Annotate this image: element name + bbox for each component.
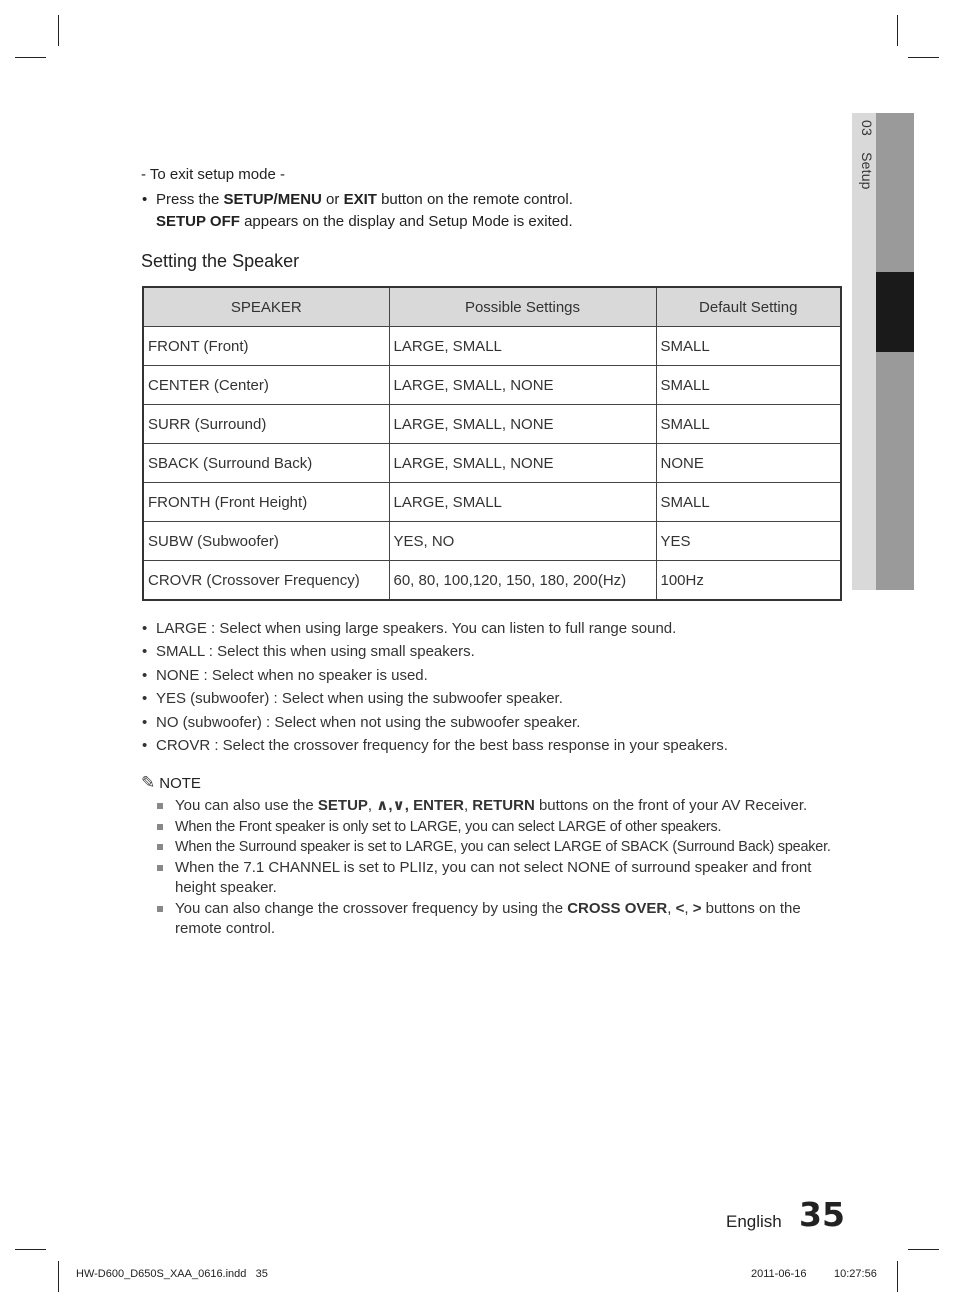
page-content <box>141 166 846 940</box>
note-item: When the Front speaker is only set to LARGE, you can select LARGE of other speakers. <box>141 817 846 838</box>
crop-mark <box>908 1249 939 1250</box>
option-descriptions <box>141 617 846 757</box>
table-cell: LARGE, SMALL <box>389 327 656 366</box>
return-key: RETURN <box>472 797 535 815</box>
list-item: • NO (subwoofer) : Select when not using the subwoofer speaker. <box>141 711 846 734</box>
table-cell: CENTER (Center) <box>143 366 389 405</box>
slug-date: 2011-06-16 <box>751 1268 807 1280</box>
text: buttons on the front of your AV Receiver. <box>534 797 808 815</box>
chapter-number: 03 <box>859 120 875 136</box>
speaker-settings-table <box>142 286 842 601</box>
crop-mark <box>15 1249 46 1250</box>
setup-key: SETUP <box>317 797 368 815</box>
crop-mark <box>58 1261 59 1292</box>
footer-language: English <box>726 1212 782 1231</box>
table-cell: FRONTH (Front Height) <box>143 483 389 522</box>
table-cell: YES <box>656 522 841 561</box>
table-row <box>143 327 841 366</box>
table-row <box>143 561 841 601</box>
text: , <box>463 797 473 815</box>
table-header-row <box>143 287 841 327</box>
exit-setup-heading: - To exit setup mode - <box>141 166 285 183</box>
list-item: • NONE : Select when no speaker is used. <box>141 664 846 687</box>
text: button on the remote control. <box>376 191 573 208</box>
list-item: • CROVR : Select the crossover frequency for the best bass response in your speakers. <box>141 734 846 757</box>
note-list <box>141 796 846 940</box>
table-cell: SMALL <box>656 405 841 444</box>
text: or <box>321 191 344 208</box>
table-cell: SMALL <box>656 366 841 405</box>
cross-over-key: CROSS OVER <box>567 899 668 917</box>
table-cell: 60, 80, 100,120, 150, 180, 200(Hz) <box>389 561 656 601</box>
crop-mark <box>897 1261 898 1292</box>
table-cell: FRONT (Front) <box>143 327 389 366</box>
note-item: When the 7.1 CHANNEL is set to PLIIz, you can not select NONE of surround speaker and front height speaker. <box>141 858 846 899</box>
text: Press the <box>156 191 224 208</box>
slug-time: 10:27:56 <box>834 1268 877 1280</box>
table-cell: NONE <box>656 444 841 483</box>
arrow-enter-keys: ∧,∨, ENTER <box>376 797 464 815</box>
side-tab-marker <box>876 272 914 352</box>
note-title: NOTE <box>159 774 201 792</box>
text: You can also use the <box>175 797 318 815</box>
section-title: Setting the Speaker <box>141 251 300 271</box>
chapter-label <box>853 120 875 190</box>
chapter-side-tab <box>852 113 914 590</box>
table-row <box>143 444 841 483</box>
note-item: When the Surround speaker is set to LARGE, you can select LARGE of SBACK (Surround Back) speaker. <box>141 837 846 858</box>
chapter-name: Setup <box>859 152 875 190</box>
list-item: • SMALL : Select this when using small speakers. <box>141 640 846 663</box>
crop-mark <box>15 57 46 58</box>
table-cell: SUBW (Subwoofer) <box>143 522 389 561</box>
table-cell: SMALL <box>656 483 841 522</box>
text: , <box>367 797 377 815</box>
table-cell: LARGE, SMALL, NONE <box>389 366 656 405</box>
table-cell: CROVR (Crossover Frequency) <box>143 561 389 601</box>
table-cell: LARGE, SMALL, NONE <box>389 405 656 444</box>
pencil-icon: ✎ <box>141 773 156 793</box>
right-arrow-key: > <box>692 899 702 917</box>
table-row <box>143 522 841 561</box>
table-row <box>143 405 841 444</box>
list-item: • LARGE : Select when using large speakers. You can listen to full range sound. <box>141 617 846 640</box>
text: , <box>667 899 676 917</box>
table-cell: LARGE, SMALL <box>389 483 656 522</box>
table-cell: LARGE, SMALL, NONE <box>389 444 656 483</box>
exit-setup-instruction <box>141 189 846 233</box>
text: , <box>684 899 693 917</box>
table-header: Possible Settings <box>389 287 656 327</box>
left-arrow-key: < <box>675 899 685 917</box>
table-header: Default Setting <box>656 287 841 327</box>
table-cell: SMALL <box>656 327 841 366</box>
crop-mark <box>58 15 59 46</box>
crop-mark <box>897 15 898 46</box>
slug-filename: HW-D600_D650S_XAA_0616.indd 35 <box>76 1268 268 1280</box>
note-item <box>141 899 846 940</box>
table-cell: 100Hz <box>656 561 841 601</box>
note-heading <box>141 773 846 793</box>
table-row <box>143 483 841 522</box>
setup-menu-key: SETUP/MENU <box>223 191 322 208</box>
table-row <box>143 366 841 405</box>
note-item <box>141 796 846 817</box>
list-item: • YES (subwoofer) : Select when using the subwoofer speaker. <box>141 687 846 710</box>
table-cell: SURR (Surround) <box>143 405 389 444</box>
table-header: SPEAKER <box>143 287 389 327</box>
text: You can also change the crossover frequency by using the <box>175 899 568 917</box>
setup-off-text: SETUP OFF <box>156 213 240 230</box>
text: buttons on the remote control. <box>175 899 801 938</box>
table-cell: YES, NO <box>389 522 656 561</box>
crop-mark <box>908 57 939 58</box>
table-cell: SBACK (Surround Back) <box>143 444 389 483</box>
page-number: 35 <box>799 1195 845 1234</box>
text: appears on the display and Setup Mode is exited. <box>239 213 573 230</box>
exit-key: EXIT <box>343 191 377 208</box>
